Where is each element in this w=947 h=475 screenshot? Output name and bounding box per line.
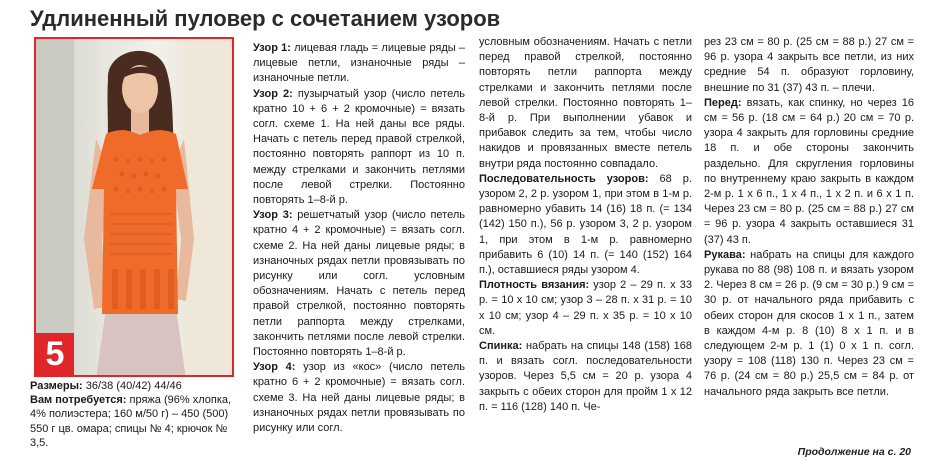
paragraph	[704, 35, 914, 96]
needed-label: Вам потребуется:	[30, 394, 127, 407]
paragraph-text: набрать на спицы для каждого рукава по 88 (98) 108 п. и вязать узором 2. Через 8 см = 26 р. (9 см = 30 р.) 9 см = 30 р. от начального ряда прибавить с обеих сторон для скосов 1 х 1 п., затем в каждом 4-м р. 8 (10) 8 х 1 п. и в следующем 2-м р. 1 (1) 0 х 1 п. согл. узору = 108 (118) 130 п. Через 23 см = 76 р. (24 см = 80 р.) 25,5 см = 84 р. от начального ряда закрыть все петли.	[704, 248, 914, 398]
sizes-label: Размеры:	[30, 380, 83, 392]
continuation-note: Продолжение на с. 20	[797, 446, 911, 458]
sizes-value: 36/38 (40/42) 44/46	[82, 380, 182, 392]
paragraph	[253, 87, 465, 209]
materials-block	[30, 379, 238, 450]
paragraph-label: Спинка:	[479, 340, 523, 353]
paragraph	[253, 208, 465, 360]
paragraph-label: Узор 4:	[253, 361, 296, 374]
paragraph-text: узор 2 – 29 п. х 33 р. = 10 х 10 см; узор 3 – 28 п. х 31 р. = 10 х 10 см; узор 4 – 29 п. х 35 р. = 10 х 10 см.	[479, 279, 692, 337]
paragraph-text: пузырчатый узор (число петель кратно 10 + 6 + 2 кромочные) = вязать согл. схеме 1. На ней даны все ряды. Начать с петель перед правой стрелкой, постоянно повторять раппорт из 10 п. между стрелками и закончить петлями после левой стрелки. Постоянно повторять 1–8-й р.	[253, 87, 465, 207]
paragraph-text: условным обозначениям. Начать с петли перед правой стрелкой, постоянно повторять петли раппорта между стрелками и закончить петлями после левой стрелки. Постоянно повторять 1–8-й р. При выполнении убавок и прибавок следить за тем, чтобы число накидов и провязанных вместе петель внутри ряда постоянно совпадало.	[479, 36, 692, 170]
needed-value: пряжа (96% хлопка, 4% полиэстера; 160 м/50 г) – 450 (500) 550 г цв. омара; спицы № 4; крючок № 3,5.	[30, 394, 232, 449]
paragraph-text: узор из «кос» (число петель кратно 6 + 2 кромочные) = вязать согл. схеме 3. На ней даны лицевые ряды; в изнаночных рядах петли провязывать по рисунку или согл.	[253, 361, 466, 435]
paragraph-text: вязать, как спинку, но через 16 см = 56 р. (18 см = 64 р.) 20 см = 70 р. узора 4 закрыть для горловины средние 18 п. и обе стороны закончить раздельно. Для скругления горловины по внутреннему краю закрыть в каждом 2-м р. 1 х 6 п., 1 х 4 п., 1 х 2 п. и 6 х 1 п. Через 23 см = 80 р. (25 см = 88 р.) 27 см = 96 р. узора 4 закрыть оставшиеся 31 (37) 43 п.	[704, 96, 914, 246]
paragraph-label: Плотность вязания:	[479, 279, 590, 292]
paragraph	[253, 41, 465, 87]
paragraph	[253, 360, 465, 436]
text-column-3	[704, 35, 914, 400]
paragraph-label: Узор 1:	[253, 42, 291, 54]
paragraph	[479, 278, 692, 339]
paragraph-text: 68 р. узором 2, 2 р. узором 1, при этом в 1-м р. равномерно убавить 14 (16) 18 п. (= 134 (142) 150 п.), 56 р. узором 3, 2 р. узором 1, при этом в 1-м р. равномерно прибавить 6 (10) 14 п. (= 140 (152) 164 п.), оставшиеся ряды узором 4.	[479, 172, 692, 277]
paragraph	[704, 96, 914, 248]
paragraph-label: Последовательность узоров:	[479, 172, 649, 185]
paragraph-label: Узор 2:	[253, 87, 293, 100]
paragraph-text: рез 23 см = 80 р. (25 см = 88 р.) 27 см = 96 р. узора 4 закрыть все петли, из них средние 54 п. образуют горловину, внешние по 31 (37) 43 п. – плечи.	[704, 36, 914, 94]
paragraph-label: Рукава:	[704, 248, 746, 261]
paragraph	[479, 35, 692, 172]
paragraph	[704, 248, 914, 400]
paragraph-label: Узор 3:	[253, 209, 293, 222]
paragraph-text: набрать на спицы 148 (158) 168 п. и вязать согл. последовательности узоров. Через 5,5 см = 20 р. узора 4 закрыть с обеих сторон для пройм 1 х 12 п. = 116 (128) 140 п. Че-	[479, 340, 692, 413]
paragraph	[479, 172, 692, 278]
woman-in-orange-pullover-illustration	[36, 39, 234, 377]
paragraph-label: Перед:	[704, 96, 742, 109]
paragraph	[479, 339, 692, 415]
text-column-2	[479, 35, 692, 415]
text-column-1	[253, 41, 465, 436]
paragraph-text: лицевая гладь = лицевые ряды – лицевые петли, изнаночные ряды – изнаночные петли.	[253, 42, 465, 85]
pattern-number-badge: 5	[36, 333, 74, 375]
paragraph-text: решетчатый узор (число петель кратно 4 + 2 кромочные) = вязать согл. схеме 2. На ней даны лицевые ряды; в изнаночных рядах петли провязывать по рисунку или согл. условным обозначениям. Начать с петель перед правой стрелкой, постоянно повторять петли раппорта между стрелками, закончить петлями после левой стрелки. Постоянно повторять 1–8-й р.	[253, 209, 465, 359]
model-photo	[34, 37, 234, 377]
article-title: Удлиненный пуловер с сочетанием узоров	[30, 6, 501, 31]
